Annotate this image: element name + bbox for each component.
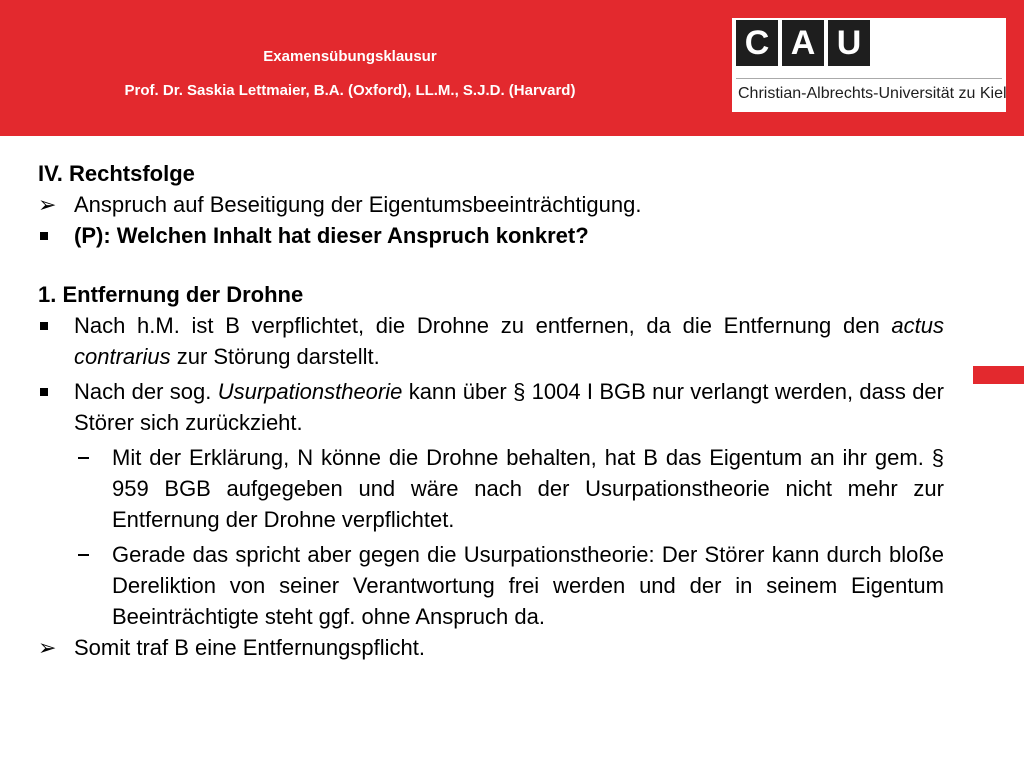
bullet-hm-text-1: Nach h.M. ist B verpflichtet, die Drohne zu entfernen, da die Entfernung den bbox=[74, 313, 892, 338]
logo-letter-u: U bbox=[828, 20, 870, 66]
square-bullet-icon bbox=[38, 310, 46, 341]
problem-item bbox=[38, 220, 944, 251]
arrow-item-text: Anspruch auf Beseitigung der Eigentumsbeeinträchtigung. bbox=[74, 192, 642, 217]
sub-bullet-dereliktion-text: Mit der Erklärung, N könne die Drohne behalten, hat B das Eigentum an ihr gem. § 959 BGB aufgegeben und wäre nach der Usurpationstheorie nicht mehr zur Entfernung der Drohne verpflichtet. bbox=[112, 445, 944, 532]
sub-bullet-dereliktion bbox=[38, 442, 944, 535]
bullet-usurpation bbox=[38, 376, 944, 438]
bullet-usurpation-italic: Usurpationstheorie bbox=[217, 379, 403, 404]
course-title: Examensübungsklausur bbox=[263, 48, 437, 65]
square-bullet-icon bbox=[38, 220, 46, 251]
sub-bullet-gegenargument bbox=[38, 539, 944, 632]
arrow-item bbox=[38, 189, 944, 220]
bullet-hm bbox=[38, 310, 944, 372]
university-name: Christian-Albrechts-Universität zu Kiel bbox=[738, 85, 1007, 102]
logo-letter-a: A bbox=[782, 20, 824, 66]
slide-body bbox=[38, 158, 944, 663]
university-logo bbox=[732, 18, 1006, 112]
arrow-bullet-icon: ➢ bbox=[38, 635, 57, 660]
problem-text: (P): Welchen Inhalt hat dieser Anspruch konkret? bbox=[74, 223, 589, 248]
sub-bullet-gegenargument-text: Gerade das spricht aber gegen die Usurpationstheorie: Der Störer kann durch bloße Dereliktion von seiner Verantwortung frei werden und der in seinem Eigentum Beeinträchtigte steht ggf. ohne Anspruch da. bbox=[112, 542, 944, 629]
bullet-hm-italic: actus contrarius bbox=[74, 313, 944, 369]
logo-divider bbox=[736, 78, 1002, 79]
side-accent-bar bbox=[973, 366, 1024, 384]
conclusion-text: Somit traf B eine Entfernungspflicht. bbox=[74, 635, 425, 660]
conclusion-item bbox=[38, 632, 944, 663]
logo-letters bbox=[736, 20, 874, 68]
logo-letter-c: C bbox=[736, 20, 778, 66]
bullet-usurpation-text-2: kann über § 1004 I BGB nur verlangt werden, dass der Störer sich zurückzieht. bbox=[74, 379, 944, 435]
dash-bullet-icon bbox=[78, 539, 89, 570]
slide-header bbox=[0, 0, 1024, 136]
square-bullet-icon bbox=[38, 376, 46, 407]
bullet-usurpation-text-1: Nach der sog. bbox=[74, 379, 218, 404]
section-heading-rechtsfolge: IV. Rechtsfolge bbox=[38, 161, 195, 186]
dash-bullet-icon bbox=[78, 442, 89, 473]
author-line: Prof. Dr. Saskia Lettmaier, B.A. (Oxford), LL.M., S.J.D. (Harvard) bbox=[124, 82, 576, 99]
section-heading-entfernung: 1. Entfernung der Drohne bbox=[38, 282, 304, 307]
arrow-bullet-icon: ➢ bbox=[38, 192, 57, 217]
bullet-hm-text-2: zur Störung darstellt. bbox=[170, 344, 380, 369]
